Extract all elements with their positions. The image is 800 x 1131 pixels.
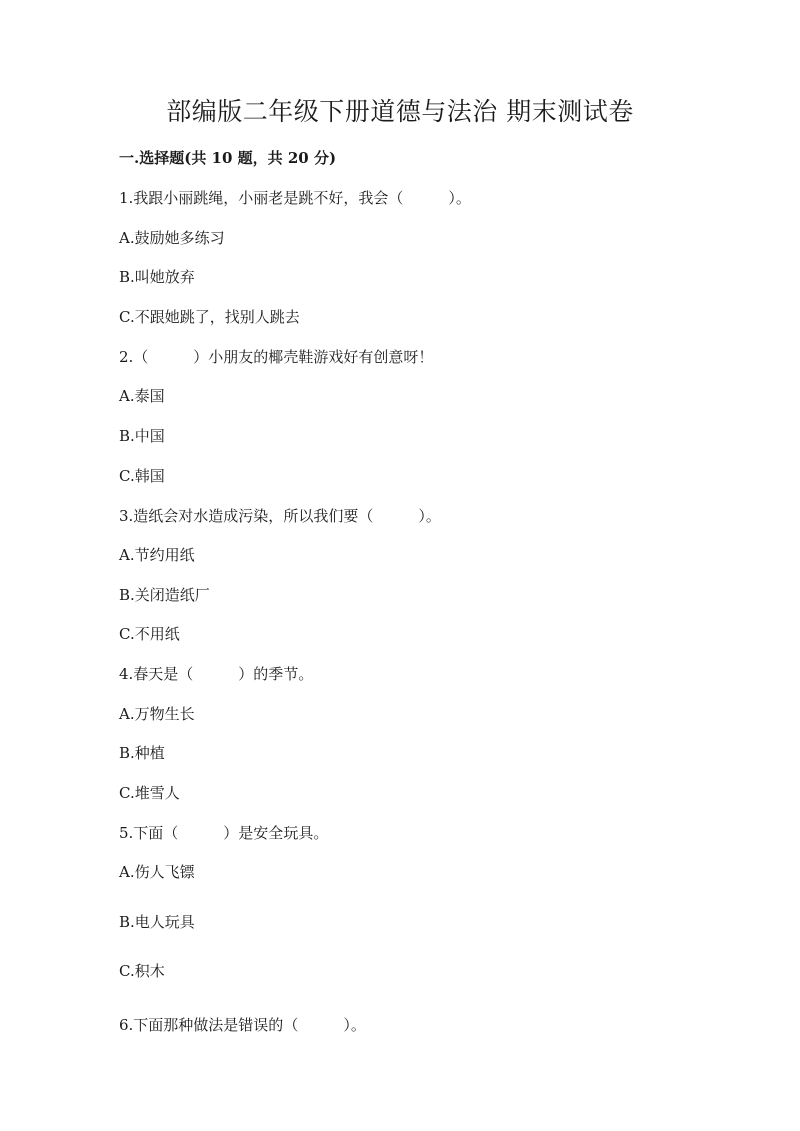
option-c: C.不跟她跳了，找别人跳去 [119,308,300,326]
option-a: A.泰国 [119,387,165,405]
option-b: B.中国 [119,427,165,445]
option-b: B.叫她放弃 [119,268,195,286]
option-b: B.电人玩具 [119,913,195,931]
option-b: B.关闭造纸厂 [119,586,210,604]
question-stem: 2.（ ）小朋友的椰壳鞋游戏好有创意呀！ [119,348,434,366]
section-heading: 一.选择题(共 10 题，共 20 分) [119,149,337,167]
option-c: C.积木 [119,962,165,980]
question-stem: 1.我跟小丽跳绳，小丽老是跳不好，我会（ ）。 [119,189,471,207]
option-b: B.种植 [119,744,165,762]
option-c: C.堆雪人 [119,784,180,802]
question-stem: 4.春天是（ ）的季节。 [119,665,314,683]
question-stem: 3.造纸会对水造成污染，所以我们要（ ）。 [119,507,441,525]
option-c: C.不用纸 [119,625,180,643]
question-stem: 5.下面（ ）是安全玩具。 [119,824,329,842]
option-a: A.伤人飞镖 [119,863,195,881]
option-a: A.万物生长 [119,705,195,723]
page-title: 部编版二年级下册道德与法治 期末测试卷 [166,97,634,126]
option-a: A.鼓励她多练习 [119,229,225,247]
option-a: A.节约用纸 [119,546,195,564]
option-c: C.韩国 [119,467,165,485]
question-stem: 6.下面那种做法是错误的（ ）。 [119,1016,366,1034]
